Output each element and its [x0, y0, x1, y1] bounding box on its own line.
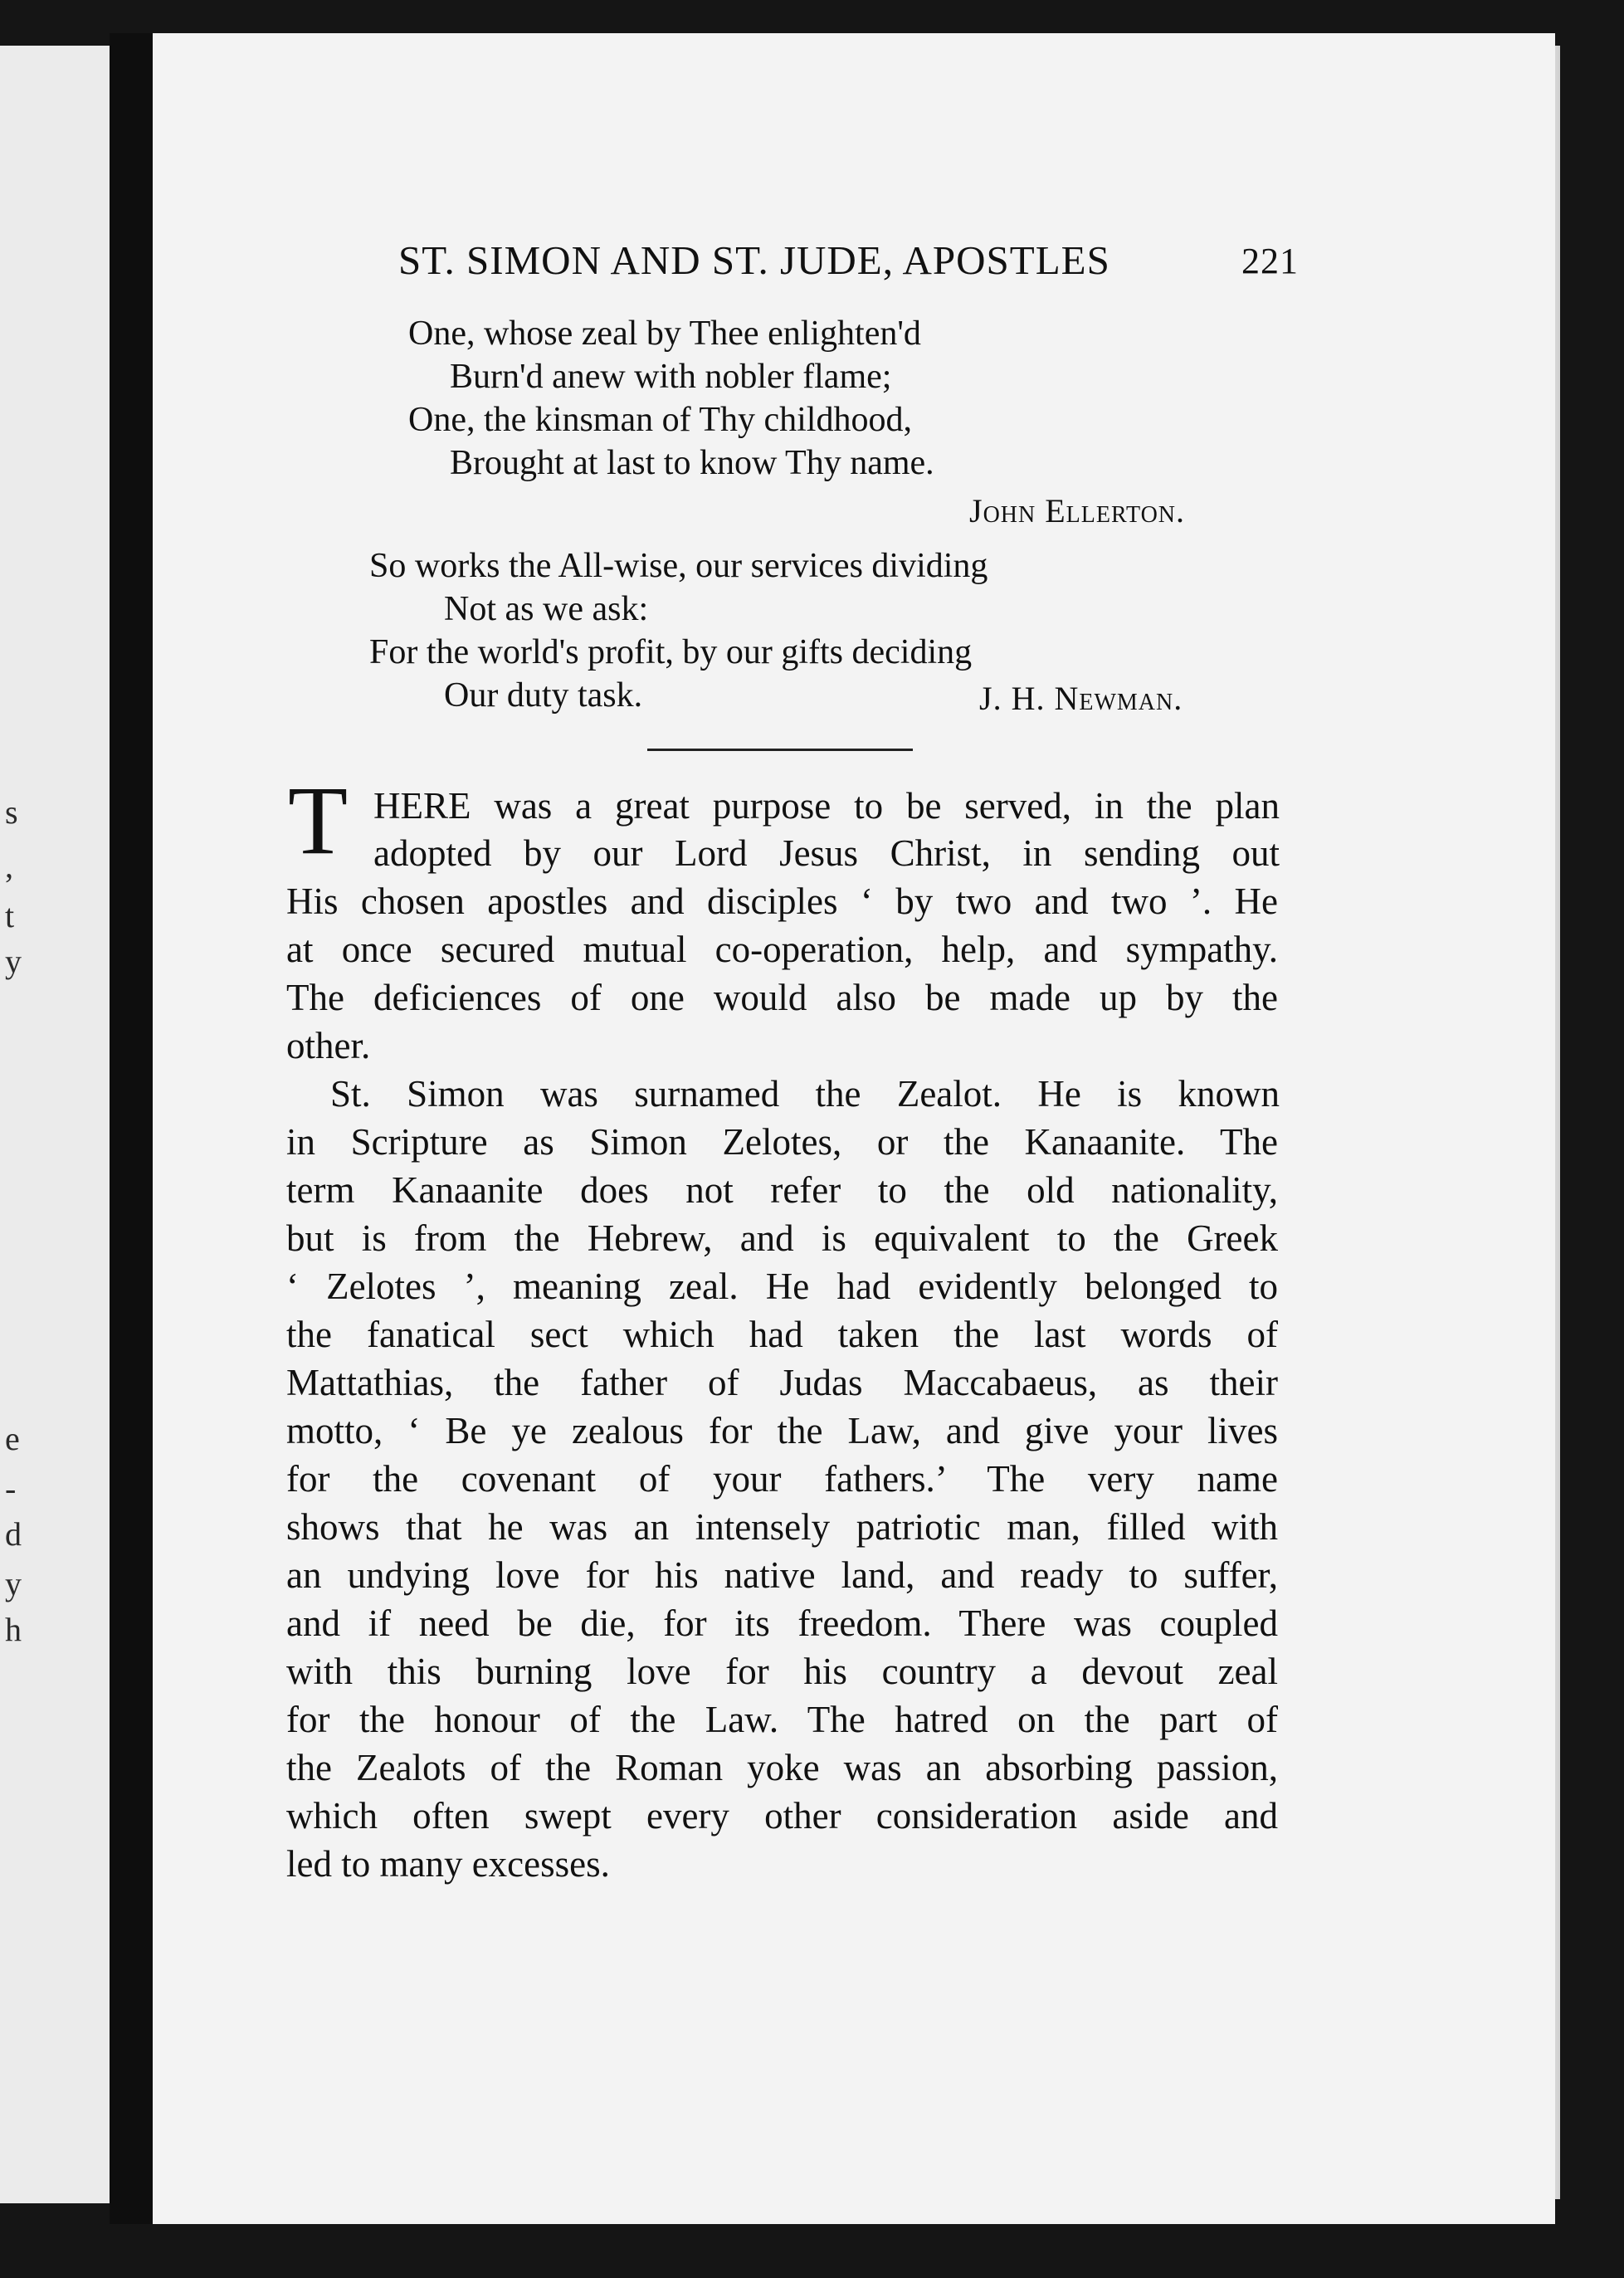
poem-line: So works the All-wise, our services dividing	[369, 547, 988, 585]
hymn-line: Burn'd anew with nobler flame;	[450, 358, 892, 396]
page-number: 221	[1241, 241, 1299, 281]
hymn-author: John Ellerton.	[969, 492, 1186, 529]
prev-page-fragment: -	[5, 1470, 17, 1507]
body-line: but is from the Hebrew, and is equivalent to the Greek	[286, 1217, 1278, 1259]
body-line: the Zealots of the Roman yoke was an absorbing passion,	[286, 1747, 1278, 1788]
body-line: for the honour of the Law. The hatred on the part of	[286, 1699, 1278, 1740]
poem-line: Not as we ask:	[444, 590, 649, 628]
body-line: and if need be die, for its freedom. There was coupled	[286, 1602, 1278, 1644]
book-gutter	[110, 33, 153, 2224]
prev-page-fragment: h	[5, 1611, 22, 1648]
poem-line: For the world's profit, by our gifts deciding	[369, 633, 973, 671]
body-line: other.	[286, 1025, 371, 1066]
body-line: His chosen apostles and disciples ‘ by two and two ’. He	[286, 880, 1278, 922]
prev-page-fragment: ,	[5, 847, 13, 885]
poem-author: J. H. Newman.	[979, 680, 1183, 717]
hymn-line: One, the kinsman of Thy childhood,	[408, 401, 912, 439]
body-line: adopted by our Lord Jesus Christ, in sending out	[373, 832, 1280, 874]
previous-page-strip	[0, 46, 110, 2203]
body-line: ‘ Zelotes ’, meaning zeal. He had evidently belonged to	[286, 1266, 1278, 1307]
body-line: an undying love for his native land, and ready to suffer,	[286, 1554, 1278, 1596]
drop-cap: T	[288, 766, 349, 875]
body-line: motto, ‘ Be ye zealous for the Law, and give your lives	[286, 1410, 1278, 1451]
hymn-line: One, whose zeal by Thee enlighten'd	[408, 315, 921, 353]
body-line: term Kanaanite does not refer to the old nationality,	[286, 1169, 1278, 1211]
body-line: in Scripture as Simon Zelotes, or the Kanaanite. The	[286, 1121, 1278, 1163]
prev-page-fragment: y	[5, 943, 22, 980]
body-line: shows that he was an intensely patriotic man, filled with	[286, 1506, 1278, 1548]
body-line: the fanatical sect which had taken the last words of	[286, 1314, 1278, 1355]
body-line: Mattathias, the father of Judas Maccabaeus, as their	[286, 1362, 1278, 1403]
prev-page-fragment: y	[5, 1565, 22, 1602]
prev-page-fragment: e	[5, 1420, 20, 1457]
body-line: at once secured mutual co-operation, help, and sympathy.	[286, 929, 1278, 970]
prev-page-fragment: s	[5, 793, 18, 831]
body-line: St. Simon was surnamed the Zealot. He is known	[330, 1073, 1280, 1115]
body-line: led to many excesses.	[286, 1843, 610, 1885]
poem-line: Our duty task.	[444, 676, 643, 715]
prev-page-fragment: t	[5, 897, 15, 934]
running-header	[398, 237, 1299, 286]
body-line: which often swept every other consideration aside and	[286, 1795, 1278, 1837]
body-line: HERE was a great purpose to be served, in the plan	[373, 785, 1280, 827]
body-line: for the covenant of your fathers.’ The very name	[286, 1458, 1278, 1500]
page-title: ST. SIMON AND ST. JUDE, APOSTLES	[398, 237, 1110, 283]
hymn-line: Brought at last to know Thy name.	[450, 444, 934, 482]
prev-page-fragment: d	[5, 1515, 22, 1553]
section-divider	[647, 749, 913, 751]
body-line: with this burning love for his country a devout zeal	[286, 1651, 1278, 1692]
body-line: The deficiences of one would also be made up by the	[286, 977, 1278, 1018]
